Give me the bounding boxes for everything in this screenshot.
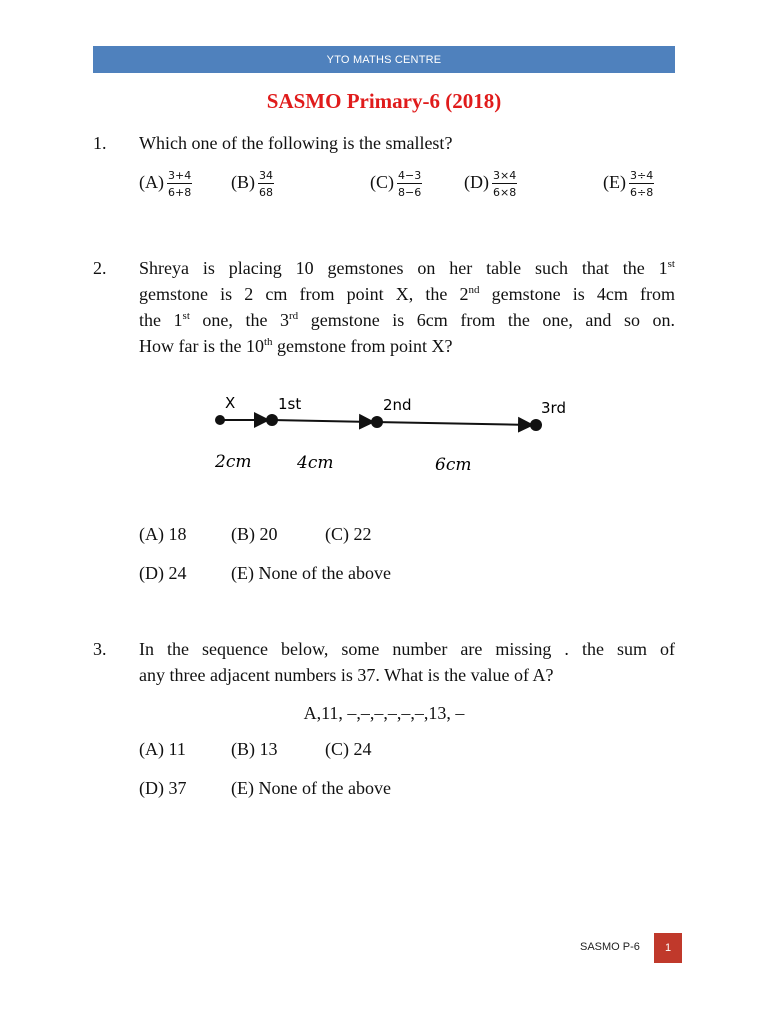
q3-sequence: A,11, –,–,–,–,–,–,13, – — [303, 703, 465, 723]
q2-line-3 — [139, 307, 675, 333]
q1-option-e-label: (E) — [603, 172, 626, 193]
q3-option-a: (A) 11 — [139, 739, 186, 759]
q1-option-e-num: 3÷4 — [629, 169, 654, 182]
header-bar — [93, 46, 675, 73]
q1-option-e-fraction — [629, 169, 654, 199]
point-2nd-label: 2nd — [383, 396, 412, 414]
q2-option-a: (A) 18 — [139, 524, 187, 544]
q2-option-b: (B) 20 — [231, 524, 278, 544]
q1-option-d-den: 6×8 — [493, 186, 517, 199]
question-2-text — [139, 255, 675, 359]
point-1st-dot — [266, 414, 278, 426]
q2-option-e: (E) None of the above — [231, 563, 391, 583]
footer-label: SASMO P-6 — [580, 941, 640, 953]
segment-2nd-3rd — [377, 422, 532, 425]
q1-option-d-num: 3×4 — [493, 169, 517, 182]
page-title: SASMO Primary-6 (2018) — [266, 89, 502, 113]
point-3rd-dot — [530, 419, 542, 431]
q2-line-4-a: How far is the 10 — [139, 336, 264, 356]
question-1-text: Which one of the following is the smallest? — [139, 133, 453, 153]
q1-option-c — [370, 169, 422, 199]
distance-6cm-label: 6cm — [435, 455, 472, 475]
question-1-number: 1. — [93, 133, 107, 153]
point-x-dot — [215, 415, 225, 425]
q2-line-2 — [139, 281, 675, 307]
q1-option-a-fraction — [167, 169, 192, 199]
q1-option-c-num: 4−3 — [398, 169, 422, 182]
point-x-label: X — [225, 394, 236, 412]
q2-line-4-b: gemstone from point X? — [272, 336, 453, 356]
q1-option-e-den: 6÷8 — [629, 186, 654, 199]
q2-sup-1: st — [667, 258, 675, 270]
point-1st-label: 1st — [278, 395, 302, 413]
q2-sup-3: st — [182, 310, 190, 322]
segment-1st-2nd — [272, 420, 373, 422]
q3-option-b: (B) 13 — [231, 739, 278, 759]
q1-option-b-fraction — [258, 169, 274, 199]
page-number-badge — [654, 933, 682, 963]
q1-option-b — [231, 169, 274, 199]
q1-option-a-num: 3+4 — [168, 169, 192, 182]
q3-line-2: any three adjacent numbers is 37. What is the value of A? — [139, 665, 554, 685]
q2-line-3-c: gemstone is 6cm from the one, and so on. — [298, 310, 675, 330]
q1-option-a-den: 6+8 — [168, 186, 192, 199]
q2-line-1-a: Shreya is placing 10 gemstones on her table such that the 1 — [139, 258, 668, 278]
q2-line-3-a: the 1 — [139, 310, 183, 330]
point-3rd-label: 3rd — [541, 399, 566, 417]
q1-option-a — [139, 169, 192, 199]
q1-option-b-label: (B) — [231, 172, 255, 193]
q1-option-b-num: 34 — [259, 169, 273, 182]
q1-option-d-label: (D) — [464, 172, 489, 193]
q2-sup-5: th — [263, 336, 273, 348]
q1-option-d-fraction — [492, 169, 517, 199]
q1-option-e — [603, 169, 654, 199]
question-3-text — [139, 636, 675, 688]
q2-option-d: (D) 24 — [139, 563, 187, 583]
q1-option-c-den: 8−6 — [398, 186, 422, 199]
q2-line-3-b: one, the 3 — [189, 310, 289, 330]
question-3-number: 3. — [93, 639, 107, 659]
gemstone-diagram — [190, 378, 590, 488]
q1-option-b-den: 68 — [259, 186, 273, 199]
q1-option-a-label: (A) — [139, 172, 164, 193]
q1-option-c-fraction — [397, 169, 422, 199]
q3-option-e: (E) None of the above — [231, 778, 391, 798]
point-2nd-dot — [371, 416, 383, 428]
q3-line-1: In the sequence below, some number are missing . the sum of — [139, 639, 675, 659]
q1-option-c-label: (C) — [370, 172, 394, 193]
q2-line-1 — [139, 255, 675, 281]
q2-line-2-a: gemstone is 2 cm from point X, the 2 — [139, 284, 469, 304]
page-number: 1 — [664, 942, 672, 954]
header-title: YTO MATHS CENTRE — [326, 53, 442, 66]
question-2-number: 2. — [93, 258, 107, 278]
q2-line-2-b: gemstone is 4cm from — [479, 284, 675, 304]
distance-4cm-label: 4cm — [297, 453, 334, 473]
q3-option-c: (C) 24 — [325, 739, 372, 759]
q3-option-d: (D) 37 — [139, 778, 187, 798]
q1-option-d — [464, 169, 517, 199]
q2-line-4 — [139, 333, 675, 359]
q2-option-c: (C) 22 — [325, 524, 372, 544]
distance-2cm-label: 2cm — [215, 452, 252, 472]
q2-sup-2: nd — [468, 284, 480, 296]
q2-sup-4: rd — [289, 310, 299, 322]
